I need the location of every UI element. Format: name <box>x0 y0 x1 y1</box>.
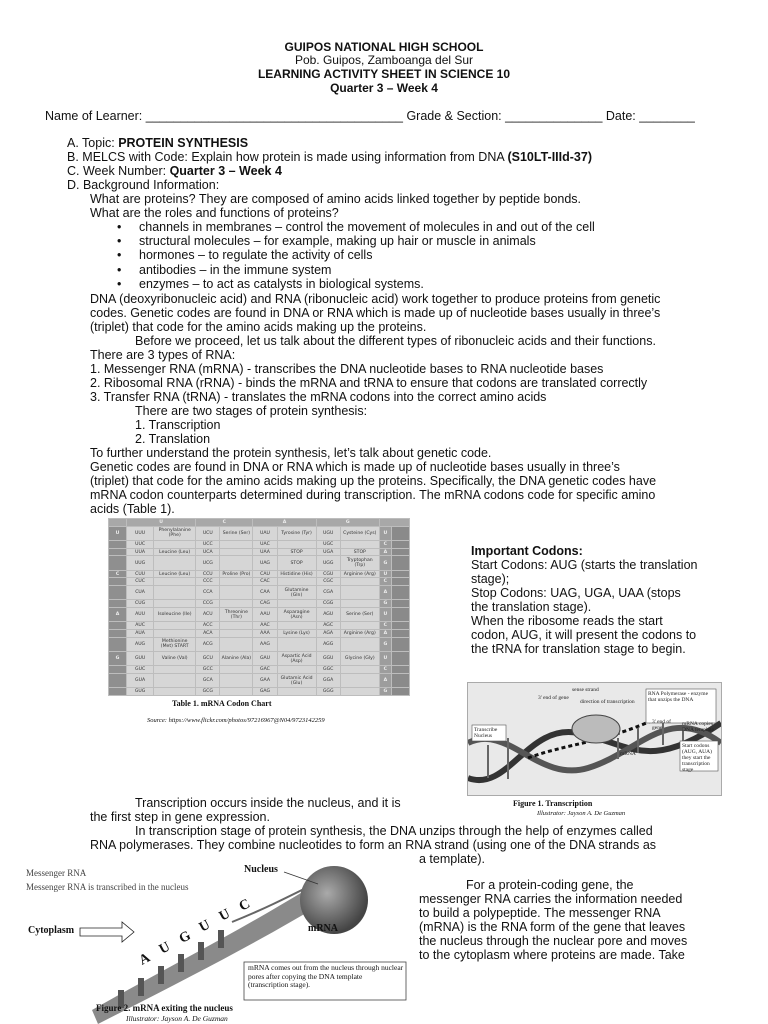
codon-cell: GCC <box>196 666 220 674</box>
bullet-icon: • <box>117 276 122 291</box>
side-cell <box>391 608 409 622</box>
cytoplasm-label: Cytoplasm <box>28 925 75 936</box>
side-cell <box>391 600 409 608</box>
amino-acid-cell <box>277 578 316 586</box>
item-background: D. Background Information: <box>67 178 220 192</box>
codon-line: codon, AUG, it will present the codons to <box>471 628 697 642</box>
paragraph-line: There are 3 types of RNA: <box>90 348 236 362</box>
codon-cell: UAA <box>253 548 277 556</box>
paragraph-line: RNA polymerases. They combine nucleotides to form an RNA strand (using one of the DNA strands as <box>90 838 657 852</box>
paragraph-line: the nucleus through the nuclear pore and moves <box>419 934 688 948</box>
amino-acid-cell <box>220 578 253 586</box>
table-row <box>109 570 410 578</box>
amino-acid-cell: Tyrosine (Tyr) <box>277 526 316 540</box>
codon-cell: AUG <box>127 637 154 651</box>
amino-acid-cell: Valine (Val) <box>154 652 196 666</box>
list-item: • channels in membranes – control the movement of molecules in and out of the cell <box>117 220 595 234</box>
figure2-note: mRNA comes out from the nucleus through nuclear pores after copying the DNA template (transcription stage). <box>248 963 404 989</box>
mrna-exiting-figure <box>22 860 412 1024</box>
codon-cell: AUC <box>127 622 154 630</box>
three-end-label: 3' end of gene <box>538 695 569 701</box>
amino-acid-cell <box>220 673 253 687</box>
codon-cell: GGU <box>316 652 340 666</box>
amino-acid-cell <box>220 688 253 696</box>
figure2-illustrator: Illustrator: Jayson A. De Guzman <box>126 1014 228 1023</box>
table-row <box>109 600 410 608</box>
three-end-2-label: 3' end of gene <box>652 719 672 731</box>
codon-cell: ACC <box>196 622 220 630</box>
side-cell <box>391 586 409 600</box>
amino-acid-cell: STOP <box>277 556 316 570</box>
amino-acid-cell: Glutamine (Gln) <box>277 586 316 600</box>
paragraph-line: mRNA codon counterparts determined during transcription. The mRNA codons code for specific amino <box>90 488 656 502</box>
codon-cell: CGG <box>316 600 340 608</box>
codon-cell: CCU <box>196 570 220 578</box>
item-melcs <box>67 150 592 164</box>
figure2-caption: Figure 2. mRNA exiting the nucleus <box>96 1003 233 1013</box>
amino-acid-cell: Lysine (Lys) <box>277 630 316 638</box>
codon-chart-table <box>108 518 410 696</box>
side-cell <box>391 666 409 674</box>
amino-acid-cell: Cysteine (Cys) <box>340 526 379 540</box>
first-nucleotide-cell <box>109 622 127 630</box>
codon-cell: CGU <box>316 570 340 578</box>
amino-acid-cell: Histidine (His) <box>277 570 316 578</box>
codon-cell: AGU <box>316 608 340 622</box>
table-row <box>109 578 410 586</box>
side-cell <box>391 637 409 651</box>
amino-acid-cell <box>220 622 253 630</box>
amino-acid-cell <box>220 666 253 674</box>
codon-cell: CGA <box>316 586 340 600</box>
amino-acid-cell <box>277 637 316 651</box>
figure2-subtitle: Messenger RNA is transcribed in the nucleus <box>26 882 189 892</box>
codon-cell: UUA <box>127 548 154 556</box>
first-nucleotide-cell <box>109 548 127 556</box>
codon-cell: GAG <box>253 688 277 696</box>
codon-cell: UGA <box>316 548 340 556</box>
codon-cell: CCC <box>196 578 220 586</box>
third-nucleotide-cell: U <box>379 526 391 540</box>
amino-acid-cell: Aspartic Acid (Asp) <box>277 652 316 666</box>
amino-acid-cell <box>154 673 196 687</box>
codon-cell: UUG <box>127 556 154 570</box>
amino-acid-cell: Threonine (Thr) <box>220 608 253 622</box>
codon-cell: ACG <box>196 637 220 651</box>
first-nucleotide-cell <box>109 637 127 651</box>
paragraph-line: messenger RNA carries the information needed <box>419 892 683 906</box>
codon-cell: CUG <box>127 600 154 608</box>
amino-acid-cell <box>154 556 196 570</box>
codon-cell: GCA <box>196 673 220 687</box>
codon-cell: AUA <box>127 630 154 638</box>
paragraph-line: There are two stages of protein synthesis: <box>135 404 368 418</box>
codon-cell: GUG <box>127 688 154 696</box>
amino-acid-cell <box>154 622 196 630</box>
side-cell <box>391 630 409 638</box>
first-nucleotide-cell <box>109 666 127 674</box>
codon-cell: GGC <box>316 666 340 674</box>
amino-acid-cell <box>340 622 379 630</box>
third-nucleotide-cell: A <box>379 630 391 638</box>
amino-acid-cell <box>154 600 196 608</box>
rna-type: 3. Transfer RNA (tRNA) - translates the mRNA codons into the correct amino acids <box>90 390 547 404</box>
codon-cell: AGC <box>316 622 340 630</box>
codon-cell: CCG <box>196 600 220 608</box>
table-row <box>109 526 410 540</box>
important-codons-title: Important Codons: <box>471 544 583 558</box>
paragraph-line: acids (Table 1). <box>90 502 175 516</box>
week-value: Quarter 3 – Week 4 <box>169 164 282 178</box>
codon-cell: AAA <box>253 630 277 638</box>
codon-cell: GUC <box>127 666 154 674</box>
stage-item: 2. Translation <box>135 432 211 446</box>
side-cell <box>391 673 409 687</box>
table-row <box>109 586 410 600</box>
amino-acid-cell <box>154 540 196 548</box>
codon-cell: UCU <box>196 526 220 540</box>
list-item: • enzymes – to act as catalysts in biological systems. <box>117 276 424 291</box>
base-letter: G <box>176 928 194 947</box>
table-row <box>109 556 410 570</box>
side-cell <box>391 526 409 540</box>
codon-cell: CAG <box>253 600 277 608</box>
table-row <box>109 548 410 556</box>
first-nucleotide-cell: U <box>109 526 127 540</box>
table-row <box>109 637 410 651</box>
codon-cell: ACU <box>196 608 220 622</box>
amino-acid-cell: Proline (Pro) <box>220 570 253 578</box>
codon-cell: CCA <box>196 586 220 600</box>
amino-acid-cell: Asparagine (Asn) <box>277 608 316 622</box>
amino-acid-cell <box>220 637 253 651</box>
paragraph-line: DNA (deoxyribonucleic acid) and RNA (ribonucleic acid) work together to produce proteins from genetic <box>90 292 661 306</box>
codon-cell: AUU <box>127 608 154 622</box>
amino-acid-cell <box>154 688 196 696</box>
amino-acid-cell: Arginine (Arg) <box>340 570 379 578</box>
amino-acid-cell: STOP <box>340 548 379 556</box>
start-codon-label: Start codons (AUG, AUA) they start the transcription stage <box>682 743 712 773</box>
rna-type: 2. Ribosomal RNA (rRNA) - binds the mRNA and tRNA to ensure that codons are translated correctly <box>90 376 648 390</box>
side-cell <box>391 540 409 548</box>
amino-acid-cell <box>340 688 379 696</box>
third-nucleotide-cell: C <box>379 540 391 548</box>
codon-cell: UCG <box>196 556 220 570</box>
template-label: mRNA copies DNA template <box>682 721 714 733</box>
first-nucleotide-cell: A <box>109 608 127 622</box>
amino-acid-cell: Leucine (Leu) <box>154 548 196 556</box>
corner-cell <box>379 519 409 527</box>
side-cell <box>391 556 409 570</box>
side-cell <box>391 570 409 578</box>
codon-cell: GUA <box>127 673 154 687</box>
codon-cell: GAC <box>253 666 277 674</box>
second-nucleotide-header: U <box>127 519 196 527</box>
side-cell <box>391 652 409 666</box>
codon-line: When the ribosome reads the start <box>471 614 663 628</box>
first-nucleotide-cell <box>109 586 127 600</box>
paragraph: What are the roles and functions of proteins? <box>90 206 339 220</box>
third-nucleotide-cell: G <box>379 637 391 651</box>
amino-acid-cell: Isoleucine (Ile) <box>154 608 196 622</box>
codon-cell: ACA <box>196 630 220 638</box>
amino-acid-cell <box>340 673 379 687</box>
amino-acid-cell <box>277 540 316 548</box>
amino-acid-cell <box>277 600 316 608</box>
third-nucleotide-cell: U <box>379 608 391 622</box>
learner-info-line: Name of Learner: _____________________________________ Grade & Section: ______________ Date: ________ <box>45 109 695 123</box>
list-item: • hormones – to regulate the activity of cells <box>117 248 373 263</box>
mrna-label: mRNA <box>308 923 338 934</box>
amino-acid-cell: Methionine (Met) START <box>154 637 196 651</box>
table-row <box>109 673 410 687</box>
first-nucleotide-cell <box>109 673 127 687</box>
side-cell <box>391 578 409 586</box>
amino-acid-cell <box>154 630 196 638</box>
first-nucleotide-cell <box>109 630 127 638</box>
amino-acid-cell: Glycine (Gly) <box>340 652 379 666</box>
amino-acid-cell: STOP <box>277 548 316 556</box>
melcs-code: (S10LT-IIId-37) <box>507 150 592 164</box>
first-nucleotide-cell: G <box>109 652 127 666</box>
second-nucleotide-header: G <box>316 519 379 527</box>
polymerase-label: RNA Polymerase - enzyme that unzips the DNA <box>648 691 709 703</box>
figure1-caption: Figure 1. Transcription <box>513 799 593 808</box>
codon-line: Start Codons: AUG (starts the translation <box>471 558 698 572</box>
codon-cell: AGA <box>316 630 340 638</box>
amino-acid-cell: Glutamic Acid (Glu) <box>277 673 316 687</box>
base-letter: C <box>236 896 253 915</box>
codon-cell: AAU <box>253 608 277 622</box>
paragraph-line: To further understand the protein synthesis, let’s talk about genetic code. <box>90 446 492 460</box>
nucleus-label: Nucleus <box>244 864 278 875</box>
transcription-figure <box>467 682 722 796</box>
codon-cell: UAU <box>253 526 277 540</box>
school-address: Pob. Guipos, Zamboanga del Sur <box>294 53 474 67</box>
codon-cell: GAA <box>253 673 277 687</box>
codon-cell: UCC <box>196 540 220 548</box>
table-row <box>109 608 410 622</box>
codon-cell: UGG <box>316 556 340 570</box>
paragraph-line: (mRNA) is the RNA form of the gene that leaves <box>419 920 686 934</box>
sense-strand-label: sense strand <box>572 687 599 693</box>
codon-cell: UUU <box>127 526 154 540</box>
paragraph-line: In transcription stage of protein synthesis, the DNA unzips through the help of enzymes called <box>135 824 653 838</box>
side-cell <box>391 688 409 696</box>
school-name: GUIPOS NATIONAL HIGH SCHOOL <box>284 40 484 54</box>
second-nucleotide-header: C <box>196 519 253 527</box>
codon-line: stage); <box>471 572 510 586</box>
amino-acid-cell <box>220 540 253 548</box>
third-nucleotide-cell: C <box>379 578 391 586</box>
codon-cell: GGA <box>316 673 340 687</box>
codon-cell: CAA <box>253 586 277 600</box>
third-nucleotide-cell: G <box>379 688 391 696</box>
paragraph: What are proteins? They are composed of amino acids linked together by peptide bonds. <box>90 192 582 206</box>
codon-cell: GCU <box>196 652 220 666</box>
amino-acid-cell <box>340 666 379 674</box>
topic-value: PROTEIN SYNTHESIS <box>118 136 249 150</box>
third-nucleotide-cell: A <box>379 673 391 687</box>
sheet-title: LEARNING ACTIVITY SHEET IN SCIENCE 10 <box>257 67 511 81</box>
protein-functions-list <box>117 220 595 291</box>
paragraph-line: to build a polypeptide. The messenger RNA <box>419 906 661 920</box>
codon-cell: GAU <box>253 652 277 666</box>
amino-acid-cell <box>220 556 253 570</box>
third-nucleotide-cell: C <box>379 666 391 674</box>
codon-cell: UCA <box>196 548 220 556</box>
codon-cell: UGU <box>316 526 340 540</box>
table-row <box>109 652 410 666</box>
codon-cell: GGG <box>316 688 340 696</box>
mrna-label: mRNA <box>620 751 636 757</box>
codon-cell: AGG <box>316 637 340 651</box>
bullet-icon: • <box>117 220 122 234</box>
paragraph-line: a template). <box>419 852 486 866</box>
base-letter: A <box>136 950 153 969</box>
melcs-label: B. MELCS with Code: Explain how protein is made using information from DNA <box>67 150 508 164</box>
base-letter: U <box>156 939 173 958</box>
amino-acid-cell <box>340 600 379 608</box>
codon-cell: GUU <box>127 652 154 666</box>
base-letter: U <box>216 906 233 925</box>
amino-acid-cell <box>220 586 253 600</box>
amino-acid-cell <box>154 666 196 674</box>
codon-header-row <box>109 519 410 527</box>
amino-acid-cell <box>340 578 379 586</box>
codon-cell: CUA <box>127 586 154 600</box>
codon-cell: CUU <box>127 570 154 578</box>
first-nucleotide-cell <box>109 578 127 586</box>
first-nucleotide-cell: C <box>109 570 127 578</box>
first-nucleotide-cell <box>109 556 127 570</box>
first-nucleotide-cell <box>109 600 127 608</box>
paragraph-line: codes. Genetic codes are found in DNA or RNA which is made up of nucleotide bases usually in three’s <box>90 306 661 320</box>
amino-acid-cell <box>277 666 316 674</box>
paragraph-line: Before we proceed, let us talk about the different types of ribonucleic acids and their functions. <box>135 334 656 348</box>
table-row <box>109 630 410 638</box>
amino-acid-cell: Phenylalanine (Phe) <box>154 526 196 540</box>
table-source: Source: https://www.flickr.com/photos/97216967@N04/9723142259 <box>147 717 325 724</box>
amino-acid-cell: Serine (Ser) <box>340 608 379 622</box>
codon-cell: CUC <box>127 578 154 586</box>
codon-cell: UAG <box>253 556 277 570</box>
paragraph-line: to the cytoplasm where proteins are made. Take <box>419 948 685 962</box>
paragraph-line: the first step in gene expression. <box>90 810 270 824</box>
amino-acid-cell <box>220 600 253 608</box>
rna-type: 1. Messenger RNA (mRNA) - transcribes the DNA nucleotide bases to RNA nucleotide bases <box>90 362 604 376</box>
nucleus-label: Transcribe Nucleus <box>474 727 498 739</box>
direction-label: direction of transcription <box>580 699 635 705</box>
item-week <box>67 164 282 178</box>
item-topic <box>67 136 248 150</box>
codon-cell: UAC <box>253 540 277 548</box>
bullet-icon: • <box>117 248 122 263</box>
amino-acid-cell <box>340 637 379 651</box>
amino-acid-cell <box>220 630 253 638</box>
figure2-title: Messenger RNA <box>26 868 87 878</box>
corner-cell <box>109 519 127 527</box>
table-row <box>109 688 410 696</box>
third-nucleotide-cell: C <box>379 622 391 630</box>
third-nucleotide-cell: G <box>379 556 391 570</box>
codon-cell: CAC <box>253 578 277 586</box>
figure1-illustrator: Illustrator: Jayson A. De Guzman <box>537 810 626 817</box>
paragraph-line: Transcription occurs inside the nucleus, and it is <box>135 796 401 810</box>
table-row <box>109 622 410 630</box>
codon-cell: GCG <box>196 688 220 696</box>
paragraph-line: For a protein-coding gene, the <box>466 878 634 892</box>
side-cell <box>391 622 409 630</box>
side-cell <box>391 548 409 556</box>
table-caption: Table 1. mRNA Codon Chart <box>172 699 272 708</box>
third-nucleotide-cell: U <box>379 652 391 666</box>
first-nucleotide-cell <box>109 688 127 696</box>
amino-acid-cell: Leucine (Leu) <box>154 570 196 578</box>
third-nucleotide-cell: U <box>379 570 391 578</box>
codon-line: Stop Codons: UAG, UGA, UAA (stops <box>471 586 681 600</box>
codon-line: the tRNA for translation stage to begin. <box>471 642 686 656</box>
third-nucleotide-cell: A <box>379 548 391 556</box>
bullet-icon: • <box>117 234 122 249</box>
amino-acid-cell <box>340 540 379 548</box>
paragraph-line: (triplet) that code for the amino acids making up the proteins. Specifically, the DNA genetic codes have <box>90 474 657 488</box>
stage-item: 1. Transcription <box>135 418 221 432</box>
codon-cell: AAG <box>253 637 277 651</box>
codon-cell: AAC <box>253 622 277 630</box>
third-nucleotide-cell: G <box>379 600 391 608</box>
quarter-title: Quarter 3 – Week 4 <box>330 81 438 95</box>
amino-acid-cell <box>154 586 196 600</box>
table-row <box>109 666 410 674</box>
first-nucleotide-cell <box>109 540 127 548</box>
topic-label: A. Topic: <box>67 136 119 150</box>
amino-acid-cell <box>340 586 379 600</box>
list-item: • antibodies – in the immune system <box>117 262 332 277</box>
paragraph-line: (triplet) that code for the amino acids making up the proteins. <box>90 320 427 334</box>
list-item: • structural molecules – for example, making up hair or muscle in animals <box>117 234 536 249</box>
week-label: C. Week Number: <box>67 164 170 178</box>
amino-acid-cell: Serine (Ser) <box>220 526 253 540</box>
codon-cell: CGC <box>316 578 340 586</box>
amino-acid-cell <box>277 622 316 630</box>
amino-acid-cell <box>220 548 253 556</box>
codon-line: the translation stage). <box>471 600 592 614</box>
paragraph-line: Genetic codes are found in DNA or RNA which is made up of nucleotide bases usually in three’s <box>90 460 620 474</box>
codon-cell: UGC <box>316 540 340 548</box>
amino-acid-cell: Tryptophan (Trp) <box>340 556 379 570</box>
codon-cell: CAU <box>253 570 277 578</box>
codon-cell: UUC <box>127 540 154 548</box>
table-row <box>109 540 410 548</box>
amino-acid-cell: Alanine (Ala) <box>220 652 253 666</box>
base-letter: U <box>196 917 213 936</box>
amino-acid-cell <box>277 688 316 696</box>
bullet-icon: • <box>117 262 122 277</box>
amino-acid-cell <box>154 578 196 586</box>
amino-acid-cell: Arginine (Arg) <box>340 630 379 638</box>
second-nucleotide-header: A <box>253 519 316 527</box>
third-nucleotide-cell: A <box>379 586 391 600</box>
